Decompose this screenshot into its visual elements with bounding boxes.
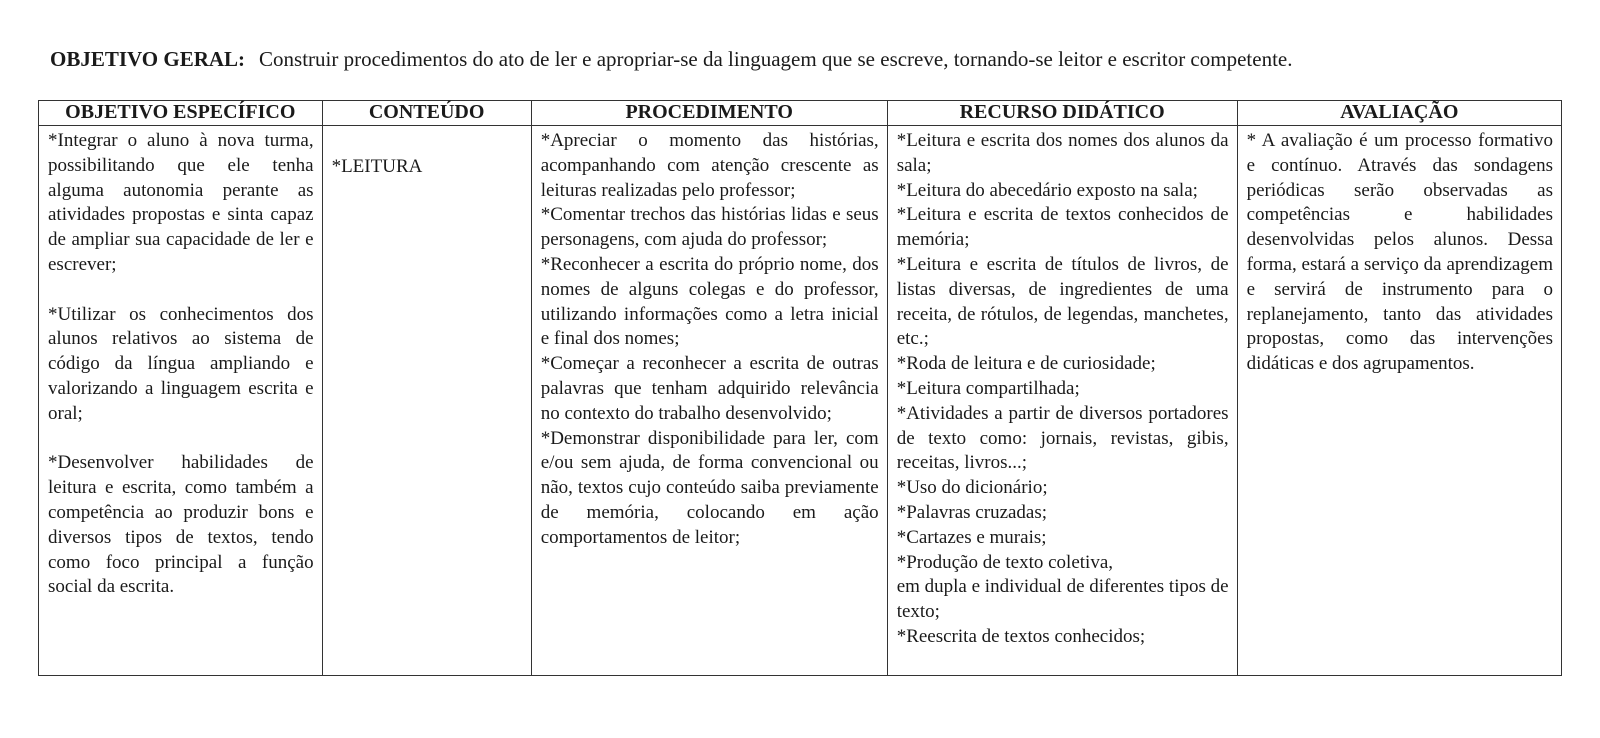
header-procedimento: PROCEDIMENTO	[531, 101, 887, 126]
recurso-didatico-item: *Leitura do abecedário exposto na sala;	[896, 179, 1198, 201]
planning-table	[38, 100, 1562, 676]
header-avaliacao: AVALIAÇÃO	[1237, 101, 1561, 126]
recurso-didatico-item: *Produção de texto coletiva,	[896, 551, 1114, 573]
procedimento-item: *Demonstrar disponibilidade para ler, com e/ou sem ajuda, de forma convencional ou não, textos cujo conteúdo saiba previamente de memória, colocando em ação comportamentos de leitor;	[540, 427, 879, 548]
recurso-didatico-item: *Reescrita de textos conhecidos;	[896, 625, 1146, 647]
table-header-row	[39, 101, 1562, 126]
header-conteudo: CONTEÚDO	[322, 101, 531, 126]
header-objetivo-especifico: OBJETIVO ESPECÍFICO	[39, 101, 323, 126]
objetivo-especifico-item: *Integrar o aluno à nova turma, possibilitando que ele tenha alguma autonomia perante as atividades propostas e sinta capaz de ampliar sua capacidade de ler e escrever;	[48, 130, 314, 275]
recurso-didatico-item: *Cartazes e murais;	[896, 526, 1047, 548]
recurso-didatico-item: *Leitura e escrita de títulos de livros, de listas diversas, de ingredientes de uma receita, de rótulos, de legendas, manchetes, etc.;	[896, 253, 1229, 350]
recurso-didatico-item: *Palavras cruzadas;	[896, 501, 1048, 523]
procedimento-cell	[531, 126, 887, 676]
recurso-didatico-item: *Uso do dicionário;	[896, 477, 1048, 499]
avaliacao-text: * A avaliação é um processo formativo e contínuo. Através das sondagens periódicas serão observadas as competências e habilidades desenvolvidas pelos alunos. Dessa forma, estará a serviço da aprendizagem e servirá de instrumento para o replanejamento, tanto das atividades propostas, como das intervenções didáticas e dos agrupamentos.	[1246, 130, 1553, 375]
objetivo-geral	[50, 46, 1292, 72]
objetivo-geral-text: Construir procedimentos do ato de ler e apropriar-se da linguagem que se escreve, tornando-se leitor e escritor competente.	[259, 47, 1293, 71]
header-recurso-didatico: RECURSO DIDÁTICO	[887, 101, 1237, 126]
recurso-didatico-item: *Leitura e escrita dos nomes dos alunos da sala;	[896, 130, 1229, 176]
recurso-didatico-item: *Leitura compartilhada;	[896, 377, 1080, 399]
objetivo-geral-label: OBJETIVO GERAL:	[50, 47, 246, 71]
procedimento-item: *Apreciar o momento das histórias, acompanhando com atenção crescente as leituras realizadas pelo professor;	[540, 130, 879, 201]
objetivo-especifico-cell	[39, 126, 323, 676]
conteudo-item: *LEITURA	[331, 156, 423, 177]
recurso-didatico-item: em dupla e individual de diferentes tipos de texto;	[896, 576, 1229, 623]
conteudo-cell	[322, 126, 531, 676]
objetivo-especifico-item: *Desenvolver habilidades de leitura e escrita, como também a competência ao produzir bons e diversos tipos de textos, tendo como foco principal a função social da escrita.	[48, 452, 314, 598]
procedimento-item: *Comentar trechos das histórias lidas e seus personagens, com ajuda do professor;	[540, 204, 879, 251]
objetivo-especifico-item: *Utilizar os conhecimentos dos alunos relativos ao sistema de código da língua ampliando e valorizando a linguagem escrita e oral;	[48, 303, 314, 424]
recurso-didatico-cell	[887, 126, 1237, 676]
recurso-didatico-item: *Leitura e escrita de textos conhecidos de memória;	[896, 204, 1229, 251]
procedimento-item: *Começar a reconhecer a escrita de outras palavras que tenham adquirido relevância no contexto do trabalho desenvolvido;	[540, 353, 879, 424]
recurso-didatico-item: *Atividades a partir de diversos portadores de texto como: jornais, revistas, gibis, receitas, livros...;	[896, 402, 1229, 474]
avaliacao-cell	[1237, 126, 1561, 676]
procedimento-item: *Reconhecer a escrita do próprio nome, dos nomes de alguns colegas e do professor, utilizando informações como a letra inicial e final dos nomes;	[540, 253, 879, 350]
table-row	[39, 126, 1562, 676]
recurso-didatico-item: *Roda de leitura e de curiosidade;	[896, 353, 1156, 375]
